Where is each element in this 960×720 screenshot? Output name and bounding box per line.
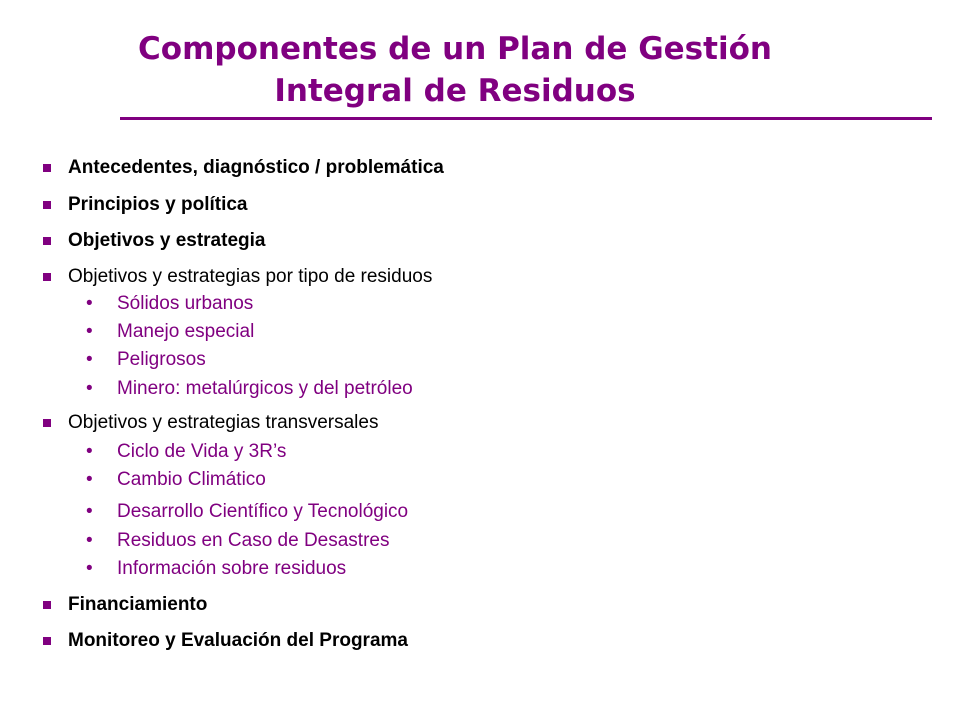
sub-list-item-label: Manejo especial [117, 321, 255, 342]
round-bullet-icon: • [86, 558, 93, 579]
square-bullet-icon [43, 237, 51, 245]
square-bullet-icon [43, 419, 51, 427]
round-bullet-icon: • [86, 469, 93, 490]
list-item-label: Principios y política [68, 194, 248, 215]
round-bullet-icon: • [86, 501, 93, 522]
slide-title-line-1: Componentes de un Plan de Gestión [138, 31, 772, 67]
square-bullet-icon [43, 201, 51, 209]
list-item-label: Objetivos y estrategias por tipo de residuos [68, 266, 433, 287]
sub-list-item-label: Desarrollo Científico y Tecnológico [117, 501, 409, 522]
sub-list-item-label: Residuos en Caso de Desastres [117, 530, 390, 551]
round-bullet-icon: • [86, 530, 93, 551]
round-bullet-icon: • [86, 349, 93, 370]
list-item-label: Antecedentes, diagnóstico / problemática [68, 157, 444, 178]
square-bullet-icon [43, 164, 51, 172]
square-bullet-icon [43, 601, 51, 609]
sub-list-item-label: Sólidos urbanos [117, 293, 254, 314]
sub-list-item-label: Peligrosos [117, 349, 206, 370]
sub-list-item-label: Ciclo de Vida y 3R’s [117, 441, 287, 462]
sub-list-item-label: Información sobre residuos [117, 558, 347, 579]
sub-list-item-label: Cambio Climático [117, 469, 266, 490]
slide-title-line-2: Integral de Residuos [274, 73, 636, 109]
sub-list-item-label: Minero: metalúrgicos y del petróleo [117, 378, 413, 399]
round-bullet-icon: • [86, 321, 93, 342]
round-bullet-icon: • [86, 441, 93, 462]
round-bullet-icon: • [86, 378, 93, 399]
list-item-label: Financiamiento [68, 594, 208, 615]
square-bullet-icon [43, 273, 51, 281]
list-item-label: Objetivos y estrategia [68, 230, 266, 251]
list-item-label: Objetivos y estrategias transversales [68, 412, 379, 433]
list-item-label: Monitoreo y Evaluación del Programa [68, 630, 408, 651]
round-bullet-icon: • [86, 293, 93, 314]
square-bullet-icon [43, 637, 51, 645]
